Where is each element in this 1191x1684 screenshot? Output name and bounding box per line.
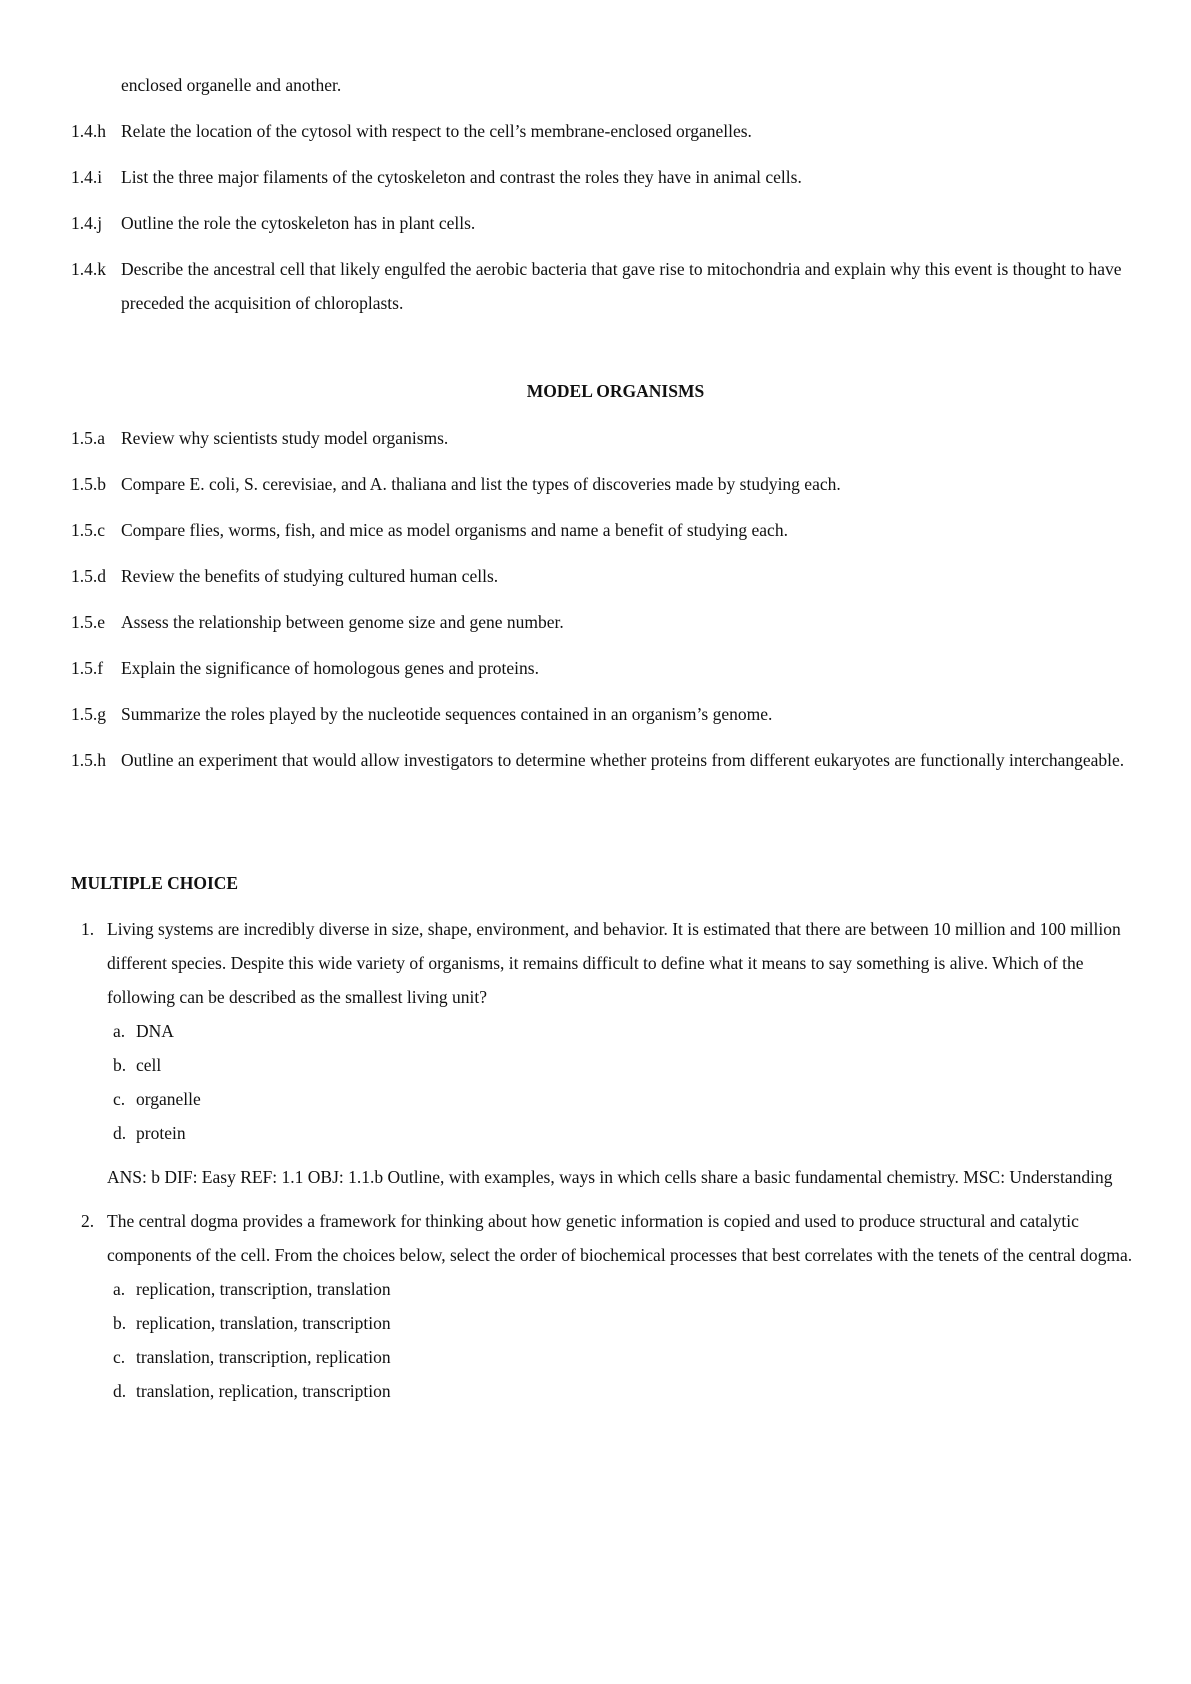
answer-option xyxy=(113,1116,1141,1150)
objective-number: 1.4.i xyxy=(71,167,103,187)
option-text: translation, transcription, replication xyxy=(136,1347,391,1367)
question-body xyxy=(107,912,1141,1194)
question-text: Living systems are incredibly diverse in size, shape, environment, and behavior. It is estimated that there are between 10 million and 100 million different species. Despite this wide variety of organisms, it remains difficult to define what it means to say something is alive. Which of the following can be described as the smallest living unit? xyxy=(107,919,1121,1007)
objective-item xyxy=(71,421,1141,455)
objective-number: 1.5.c xyxy=(71,520,106,540)
option-letter: a. xyxy=(113,1021,126,1041)
multiple-choice-heading: MULTIPLE CHOICE xyxy=(71,873,239,893)
objectives-1-5-list xyxy=(71,421,1141,789)
objective-item xyxy=(71,467,1141,501)
option-text: replication, transcription, translation xyxy=(136,1279,391,1299)
answer-option xyxy=(113,1082,1141,1116)
answer-option xyxy=(113,1272,1141,1306)
objective-text: Relate the location of the cytosol with respect to the cell’s membrane-enclosed organelles. xyxy=(121,121,752,141)
objective-text: Describe the ancestral cell that likely engulfed the aerobic bacteria that gave rise to mitochondria and explain why this event is thought to have preceded the acquisition of chloroplasts. xyxy=(121,259,1122,313)
objective-text: Review the benefits of studying cultured human cells. xyxy=(121,566,499,586)
objective-item xyxy=(71,697,1141,731)
answer-option xyxy=(113,1014,1141,1048)
question-item xyxy=(71,912,1141,1194)
continuation-text: enclosed organelle and another. xyxy=(121,75,342,95)
objective-number: 1.5.f xyxy=(71,658,104,678)
objective-item xyxy=(71,651,1141,685)
question-item xyxy=(71,1204,1141,1408)
objective-number: 1.5.d xyxy=(71,566,106,586)
option-letter: a. xyxy=(113,1279,126,1299)
answer-key: ANS: b DIF: Easy REF: 1.1 OBJ: 1.1.b Outline, with examples, ways in which cells share a basic fundamental chemistry. MSC: Understanding xyxy=(107,1167,1113,1187)
question-number: 2. xyxy=(81,1211,95,1231)
objective-text: Assess the relationship between genome size and gene number. xyxy=(121,612,564,632)
objective-item xyxy=(71,513,1141,547)
objective-item xyxy=(71,114,1141,148)
objective-text: Compare flies, worms, fish, and mice as model organisms and name a benefit of studying each. xyxy=(121,520,788,540)
option-text: cell xyxy=(136,1055,162,1075)
section-title: MODEL ORGANISMS xyxy=(526,381,705,401)
question-list xyxy=(71,912,1141,1418)
question-number: 1. xyxy=(81,919,95,939)
objective-number: 1.5.a xyxy=(71,428,106,448)
option-text: DNA xyxy=(136,1021,174,1041)
objective-item xyxy=(71,160,1141,194)
objective-text: Compare E. coli, S. cerevisiae, and A. thaliana and list the types of discoveries made by studying each. xyxy=(121,474,841,494)
objectives-1-4-list xyxy=(71,114,1141,332)
option-text: protein xyxy=(136,1123,186,1143)
answer-option xyxy=(113,1306,1141,1340)
objective-text: Explain the significance of homologous genes and proteins. xyxy=(121,658,539,678)
objective-number: 1.5.b xyxy=(71,474,106,494)
objective-text: Summarize the roles played by the nucleotide sequences contained in an organism’s genome. xyxy=(121,704,773,724)
objective-number: 1.4.k xyxy=(71,259,106,279)
objective-number: 1.5.e xyxy=(71,612,106,632)
option-text: organelle xyxy=(136,1089,201,1109)
objective-item xyxy=(71,559,1141,593)
option-letter: b. xyxy=(113,1313,127,1333)
objective-number: 1.4.h xyxy=(71,121,106,141)
objective-text: Outline the role the cytoskeleton has in plant cells. xyxy=(121,213,476,233)
objective-number: 1.5.h xyxy=(71,750,106,770)
option-letter: c. xyxy=(113,1347,126,1367)
answer-option xyxy=(113,1340,1141,1374)
objective-item xyxy=(71,605,1141,639)
objective-item xyxy=(71,743,1141,777)
option-letter: c. xyxy=(113,1089,126,1109)
objective-number: 1.4.j xyxy=(71,213,103,233)
option-letter: b. xyxy=(113,1055,127,1075)
objective-text: Review why scientists study model organisms. xyxy=(121,428,449,448)
answer-option xyxy=(113,1374,1141,1408)
option-text: replication, translation, transcription xyxy=(136,1313,391,1333)
objective-number: 1.5.g xyxy=(71,704,106,724)
question-text: The central dogma provides a framework for thinking about how genetic information is copied and used to produce structural and catalytic components of the cell. From the choices below, select the order of biochemical processes that best correlates with the tenets of the central dogma. xyxy=(107,1211,1133,1265)
option-letter: d. xyxy=(113,1123,127,1143)
objective-item xyxy=(71,206,1141,240)
answer-option xyxy=(113,1048,1141,1082)
option-text: translation, replication, transcription xyxy=(136,1381,391,1401)
objective-item xyxy=(71,252,1141,320)
option-letter: d. xyxy=(113,1381,127,1401)
objective-text: Outline an experiment that would allow investigators to determine whether proteins from different eukaryotes are functionally interchangeable. xyxy=(121,750,1125,770)
question-body xyxy=(107,1204,1141,1408)
objective-text: List the three major filaments of the cytoskeleton and contrast the roles they have in animal cells. xyxy=(121,167,802,187)
